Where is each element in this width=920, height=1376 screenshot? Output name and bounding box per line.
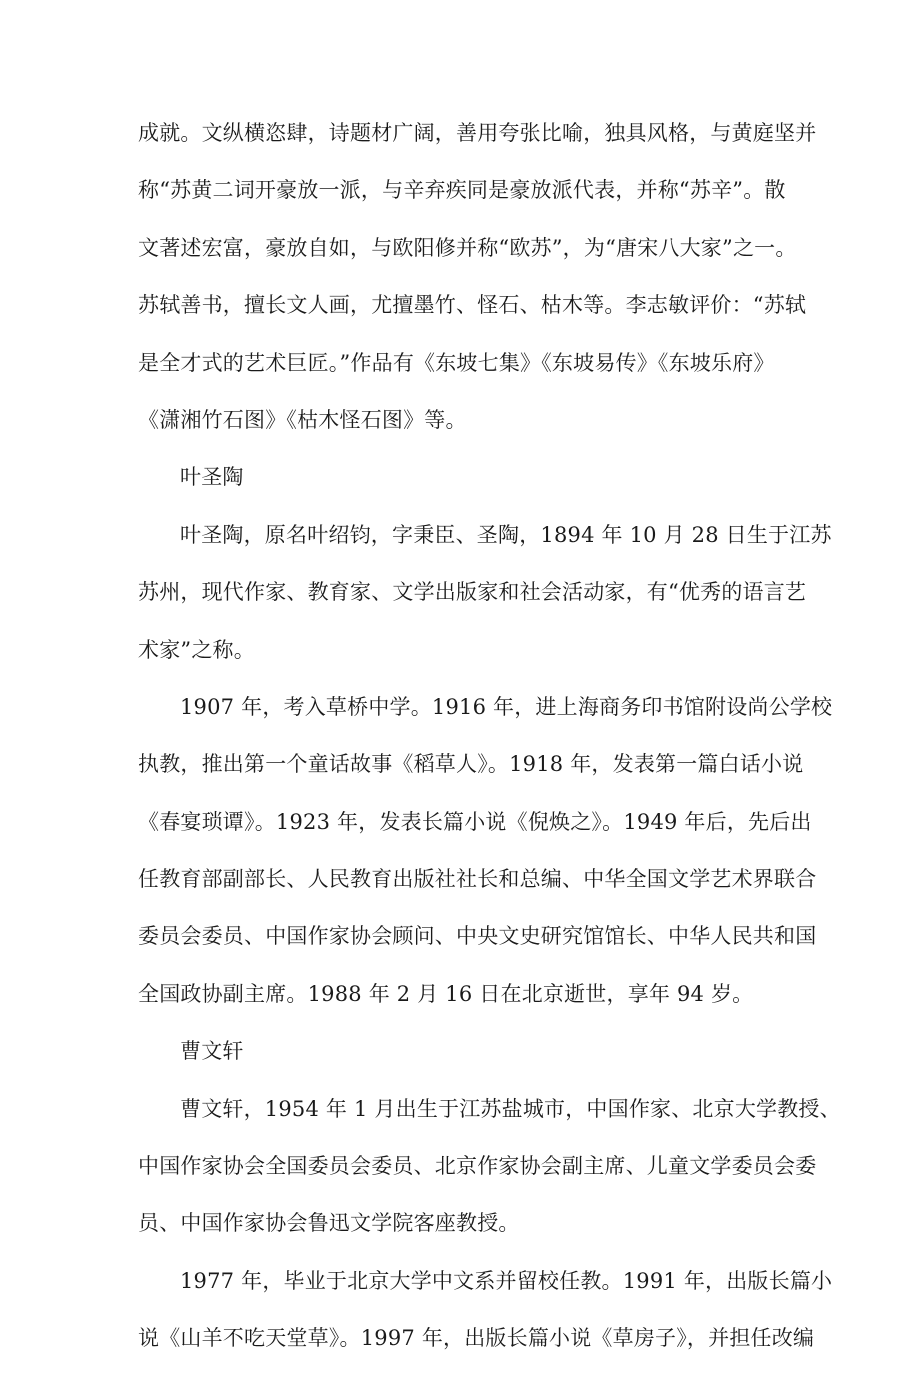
section-heading-cao-wenxuan: 曹文轩 bbox=[180, 1039, 244, 1064]
text-line: 《春宴琐谭》。1923 年，发表长篇小说《倪焕之》。1949 年后，先后出 bbox=[138, 809, 812, 834]
document-page bbox=[138, 113, 841, 1376]
text-line: 成就。文纵横恣肆，诗题材广阔，善用夸张比喻，独具风格，与黄庭坚并 bbox=[138, 121, 817, 145]
section-heading-ye-shengtao: 叶圣陶 bbox=[180, 465, 244, 490]
text-line: 委员会委员、中国作家协会顾问、中央文史研究馆馆长、中华人民共和国 bbox=[138, 924, 817, 949]
text-line: 苏轼善书，擅长文人画，尤擅墨竹、怪石、枯木等。李志敏评价：“苏轼 bbox=[138, 293, 807, 318]
text-line: 称“苏黄二词开豪放一派，与辛弃疾同是豪放派代表，并称“苏辛”。散 bbox=[138, 178, 786, 203]
text-line: 1977 年，毕业于北京大学中文系并留校任教。1991 年，出版长篇小 bbox=[180, 1268, 833, 1293]
text-line: 《潇湘竹石图》《枯木怪石图》等。 bbox=[138, 407, 467, 432]
text-line: 文著述宏富，豪放自如，与欧阳修并称“欧苏”，为“唐宋八大家”之一。 bbox=[138, 235, 797, 260]
text-line: 全国政协副主席。1988 年 2 月 16 日在北京逝世，享年 94 岁。 bbox=[138, 981, 754, 1006]
text-line: 曹文轩，1954 年 1 月出生于江苏盐城市，中国作家、北京大学教授、 bbox=[180, 1096, 841, 1121]
text-line: 中国作家协会全国委员会委员、北京作家协会副主席、儿童文学委员会委 bbox=[138, 1154, 817, 1179]
text-line: 执教，推出第一个童话故事《稻草人》。1918 年，发表第一篇白话小说 bbox=[138, 752, 804, 777]
text-line: 员、中国作家协会鲁迅文学院客座教授。 bbox=[138, 1211, 520, 1236]
text-line: 任教育部副部长、人民教育出版社社长和总编、中华全国文学艺术界联合 bbox=[138, 867, 817, 892]
text-line: 说《山羊不吃天堂草》。1997 年，出版长篇小说《草房子》，并担任改编 bbox=[138, 1326, 815, 1351]
text-line: 1907 年，考入草桥中学。1916 年，进上海商务印书馆附设尚公学校 bbox=[180, 694, 833, 719]
text-line: 是全才式的艺术巨匠。”作品有《东坡七集》《东坡易传》《东坡乐府》 bbox=[138, 350, 775, 375]
text-line: 术家”之称。 bbox=[138, 637, 255, 662]
text-line: 叶圣陶，原名叶绍钧，字秉臣、圣陶，1894 年 10 月 28 日生于江苏 bbox=[180, 522, 832, 547]
text-line: 苏州，现代作家、教育家、文学出版家和社会活动家，有“优秀的语言艺 bbox=[138, 580, 807, 605]
